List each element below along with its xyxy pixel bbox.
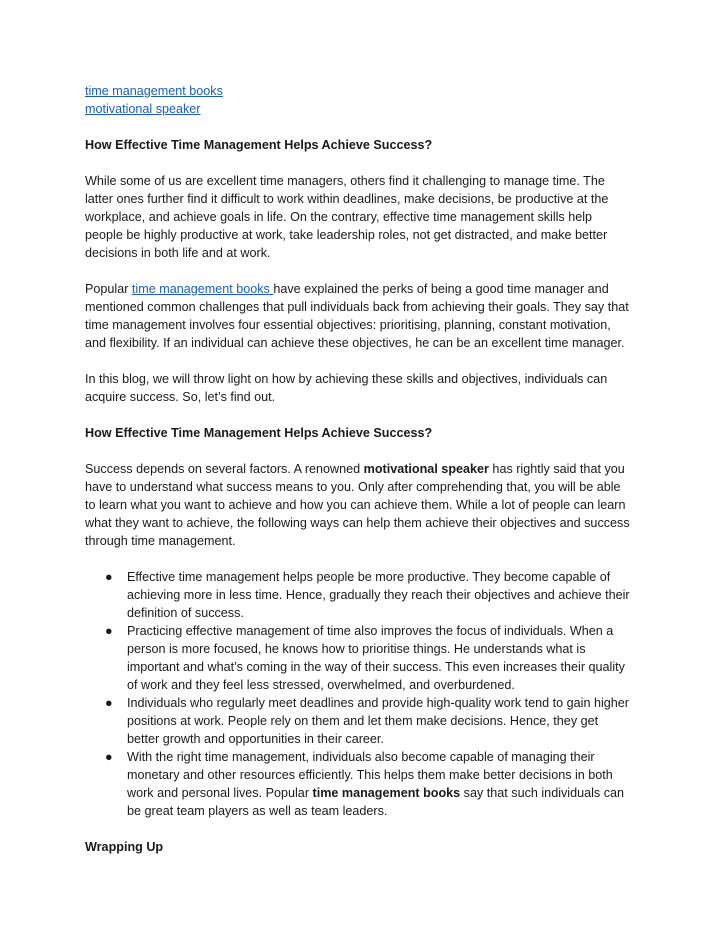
bullet-text-before: With the right time management, individuals also become capable of managing their monetary and other resources efficiently. This helps them make better decisions in both work and personal lives. Popular xyxy=(127,750,613,800)
bullet-item xyxy=(105,568,630,622)
paragraph-success-after: has rightly said that you have to understand what success means to you. Only after comprehending that, you will be able to learn what you want to achieve and how you can achieve them. While a lot of people can learn what they want to achieve, the following ways can help them achieve their objectives and success through time management. xyxy=(85,462,630,548)
bold-motivational-speaker: motivational speaker xyxy=(363,462,489,476)
paragraph-success-before: Success depends on several factors. A renowned xyxy=(85,462,364,476)
bullet-item xyxy=(105,748,630,820)
bullet-text: Practicing effective management of time also improves the focus of individuals. When a person is more focused, he knows how to prioritise things. He understands what is important and what’s coming in the way of their success. This even increases their quality of work and they feel less stressed, overwhelmed, and overburdened. xyxy=(127,624,625,692)
paragraph-intro: While some of us are excellent time managers, others find it challenging to manage time. The latter ones further find it difficult to work within deadlines, make decisions, be productive at the workplace, and achieve goals in life. On the contrary, effective time management skills help people be highly productive at work, take leadership roles, not get distracted, and make better decisions in both life and at work. xyxy=(85,174,609,260)
paragraph-success xyxy=(85,460,630,550)
inline-link-time-management-books[interactable]: time management books xyxy=(131,282,274,296)
link-motivational-speaker[interactable]: motivational speaker xyxy=(85,102,201,116)
bullet-text: Effective time management helps people be more productive. They become capable of achieving more in less time. Hence, gradually they reach their objectives and achieve their definition of success. xyxy=(127,570,630,620)
heading-how-effective-1: How Effective Time Management Helps Achieve Success? xyxy=(85,138,433,152)
bullet-dot-icon: ● xyxy=(105,570,113,584)
heading-wrapping-up: Wrapping Up xyxy=(85,840,164,854)
bullet-dot-icon: ● xyxy=(105,624,113,638)
bullet-list xyxy=(85,568,630,820)
heading-how-effective-2: How Effective Time Management Helps Achieve Success? xyxy=(85,426,433,440)
link-time-management-books[interactable]: time management books xyxy=(85,84,223,98)
paragraph-popular-books xyxy=(85,280,630,352)
bullet-item xyxy=(105,622,630,694)
bullet-text: Individuals who regularly meet deadlines and provide high-quality work tend to gain higher positions at work. People rely on them and let them make decisions. Hence, they get better growth and opportunities in their career. xyxy=(127,696,629,746)
document-page xyxy=(85,82,630,874)
bullet-item xyxy=(105,694,630,748)
bold-time-management-books: time management books xyxy=(312,786,461,800)
paragraph-blog: In this blog, we will throw light on how by achieving these skills and objectives, individuals can acquire success. So, let’s find out. xyxy=(85,372,608,404)
bullet-text-after: say that such individuals can be great team players as well as team leaders. xyxy=(127,786,624,818)
paragraph-popular-books-before: Popular xyxy=(85,282,132,296)
paragraph-popular-books-after: have explained the perks of being a good time manager and mentioned common challenges that pull individuals back from achieving their goals. They say that time management involves four essential objectives: prioritising, planning, constant motivation, and flexibility. If an individual can achieve these objectives, he can be an excellent time manager. xyxy=(85,282,629,350)
top-links xyxy=(85,82,630,118)
bullet-dot-icon: ● xyxy=(105,696,113,710)
bullet-dot-icon: ● xyxy=(105,750,113,764)
